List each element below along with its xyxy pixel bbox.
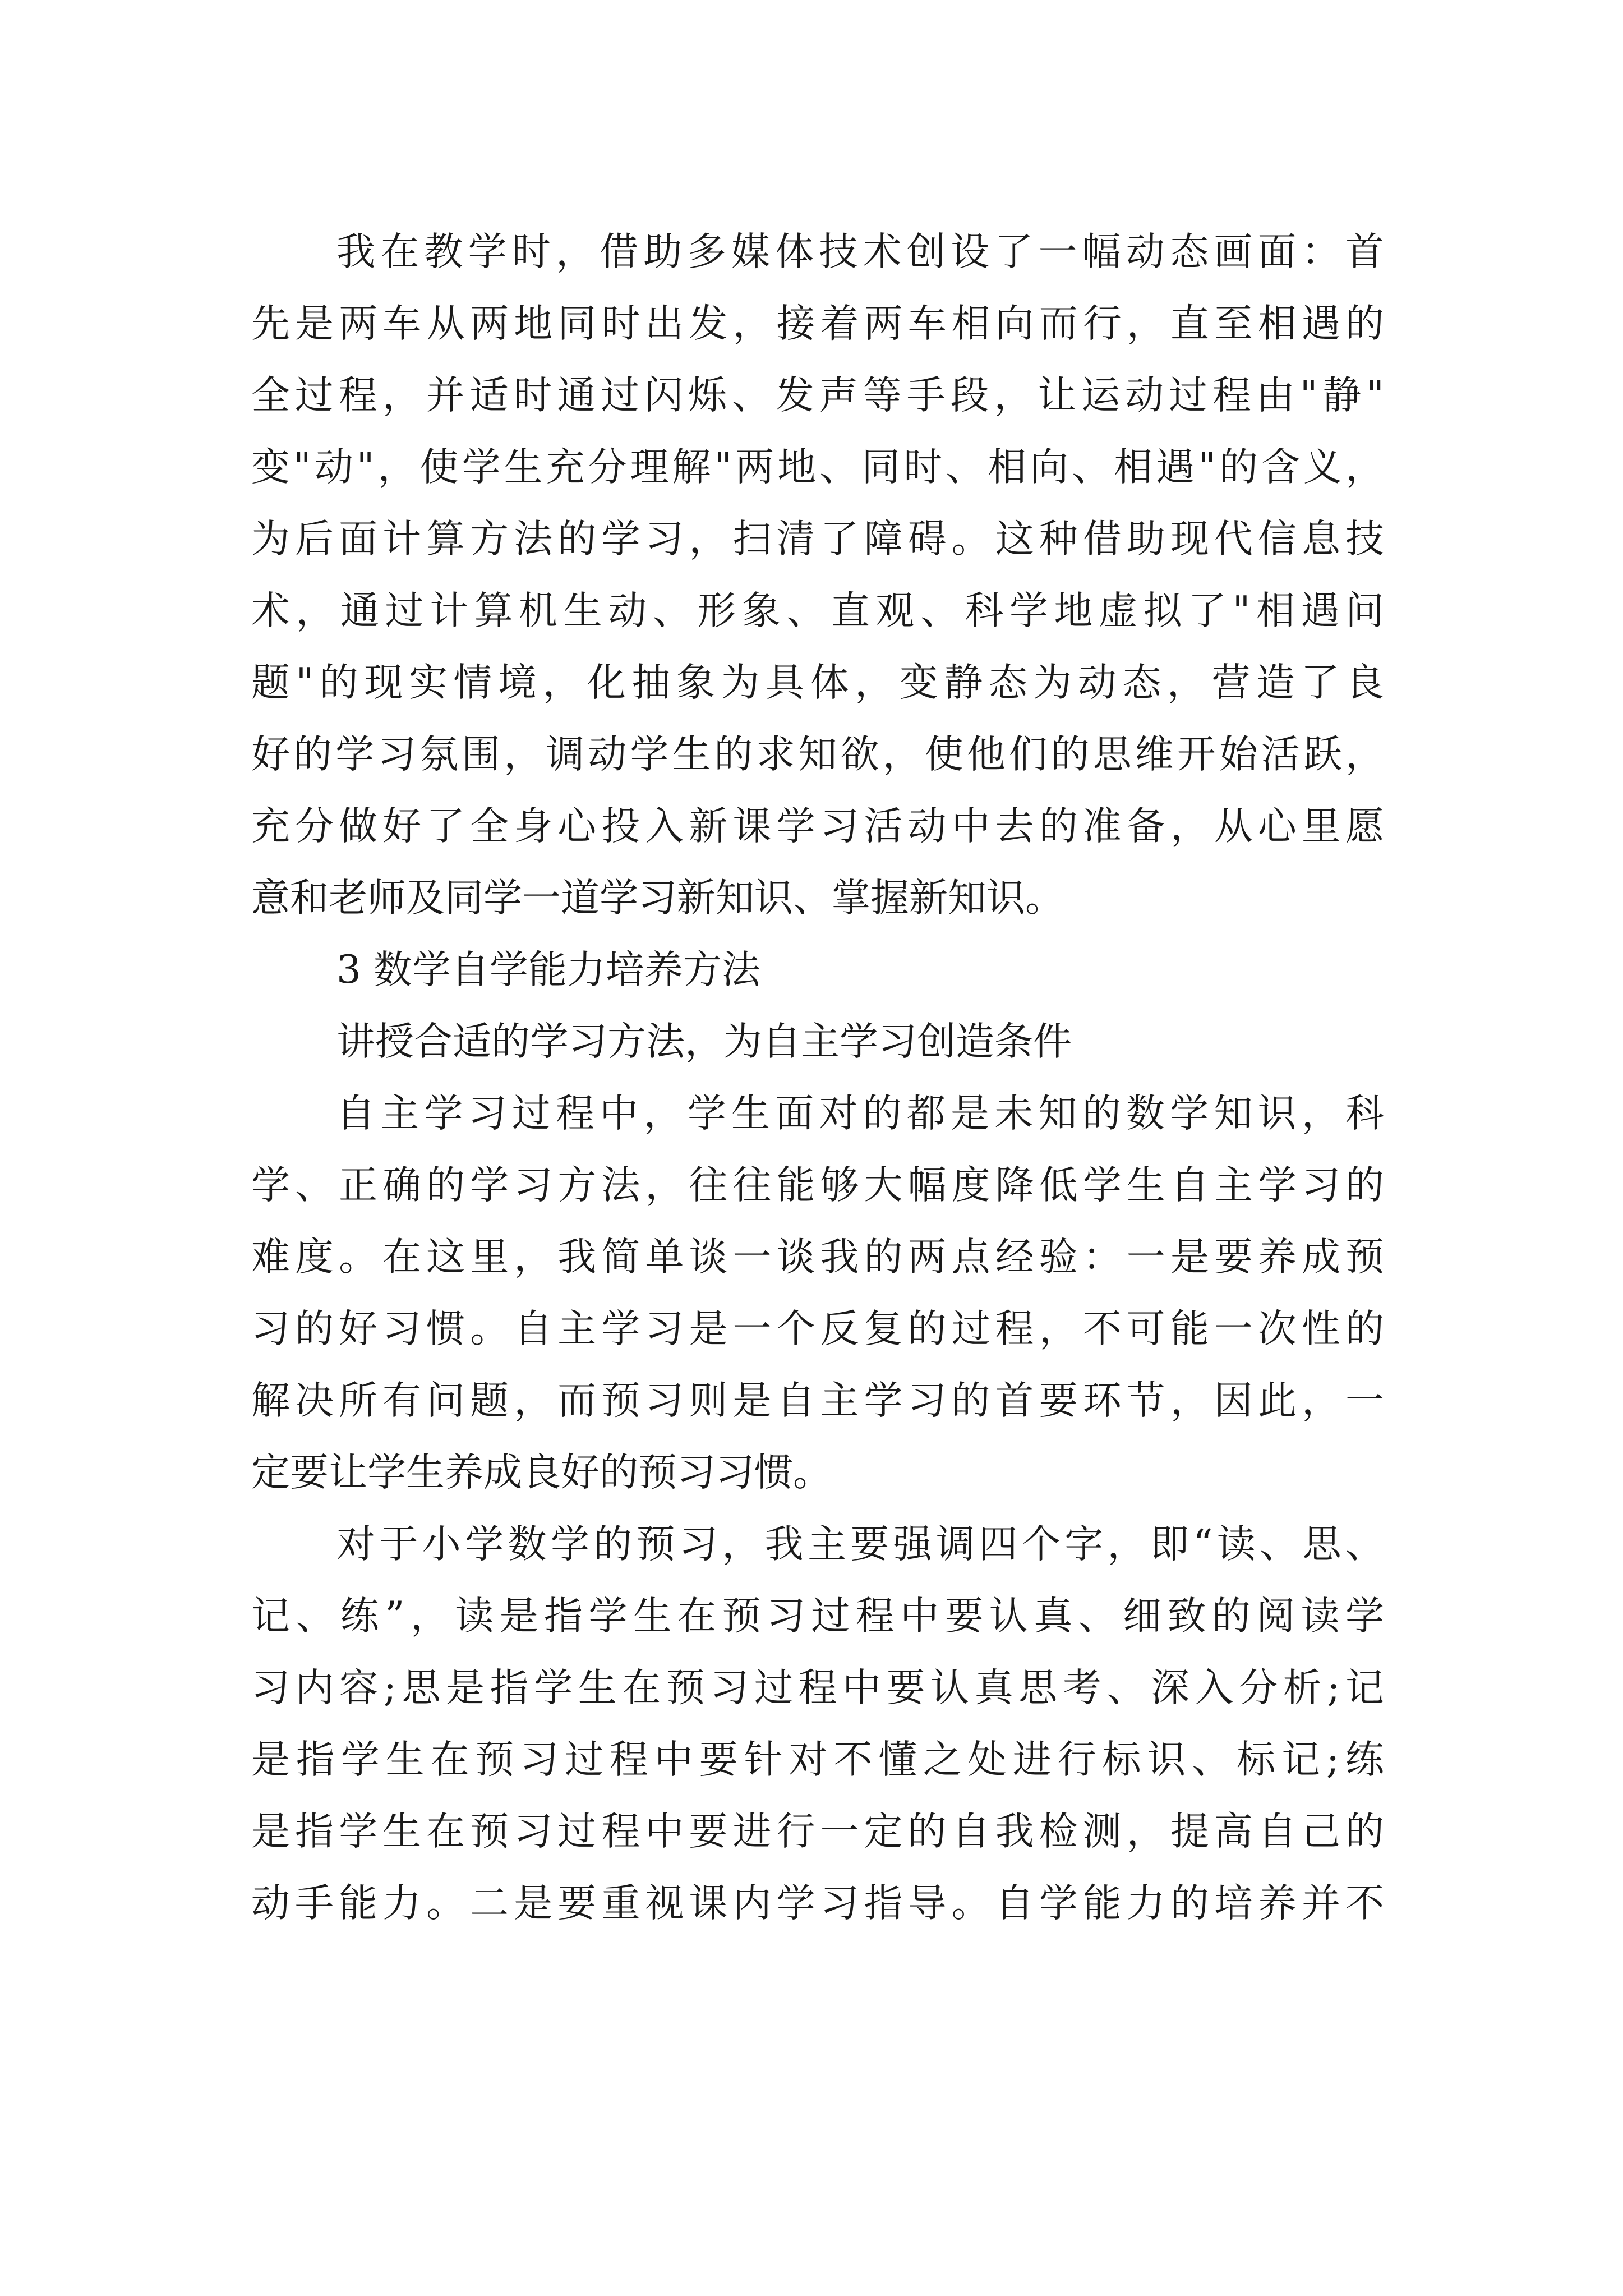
text-line: 好的学习氛围，调动学生的求知欲，使他们的思维开始活跃， — [251, 732, 1384, 777]
document-body — [251, 216, 1384, 1939]
text-line: 我在教学时，借助多媒体技术创设了一幅动态画面：首 — [336, 229, 1384, 274]
text-line: 先是两车从两地同时出发，接着两车相向而行，直至相遇的 — [251, 301, 1384, 346]
text-line: 意和老师及同学一道学习新知识、掌握新知识。 — [251, 876, 1064, 921]
text-line: 难度。在这里，我简单谈一谈我的两点经验：一是要养成预 — [251, 1235, 1384, 1280]
text-line: 讲授合适的学习方法，为自主学习创造条件 — [336, 1019, 1072, 1064]
text-line: 记、练”，读是指学生在预习过程中要认真、细致的阅读学 — [251, 1594, 1384, 1639]
text-line: 3 数学自学能力培养方法 — [336, 947, 760, 992]
text-line: 习的好习惯。自主学习是一个反复的过程，不可能一次性的 — [251, 1306, 1384, 1351]
text-line: 充分做好了全身心投入新课学习活动中去的准备，从心里愿 — [251, 804, 1384, 849]
text-line: 定要让学生养成良好的预习习惯。 — [251, 1450, 832, 1495]
text-line: 对于小学数学的预习，我主要强调四个字，即“读、思、 — [336, 1522, 1384, 1567]
text-line: 题"的现实情境，化抽象为具体，变静态为动态，营造了良 — [251, 660, 1384, 705]
text-line: 为后面计算方法的学习，扫清了障碍。这种借助现代信息技 — [251, 517, 1384, 562]
text-line: 习内容;思是指学生在预习过程中要认真思考、深入分析;记 — [251, 1665, 1384, 1710]
text-line: 是指学生在预习过程中要针对不懂之处进行标识、标记;练 — [251, 1737, 1384, 1782]
text-line: 解决所有问题，而预习则是自主学习的首要环节，因此，一 — [251, 1378, 1384, 1423]
text-line: 是指学生在预习过程中要进行一定的自我检测，提高自己的 — [251, 1809, 1384, 1854]
text-line: 学、正确的学习方法，往往能够大幅度降低学生自主学习的 — [251, 1163, 1384, 1208]
text-line: 变"动"，使学生充分理解"两地、同时、相向、相遇"的含义， — [251, 445, 1384, 490]
text-line: 全过程，并适时通过闪烁、发声等手段，让运动过程由"静" — [251, 373, 1384, 418]
text-line: 动手能力。二是要重视课内学习指导。自学能力的培养并不 — [251, 1881, 1384, 1926]
text-line: 术，通过计算机生动、形象、直观、科学地虚拟了"相遇问 — [251, 588, 1384, 633]
text-line: 自主学习过程中，学生面对的都是未知的数学知识，科 — [336, 1091, 1384, 1136]
